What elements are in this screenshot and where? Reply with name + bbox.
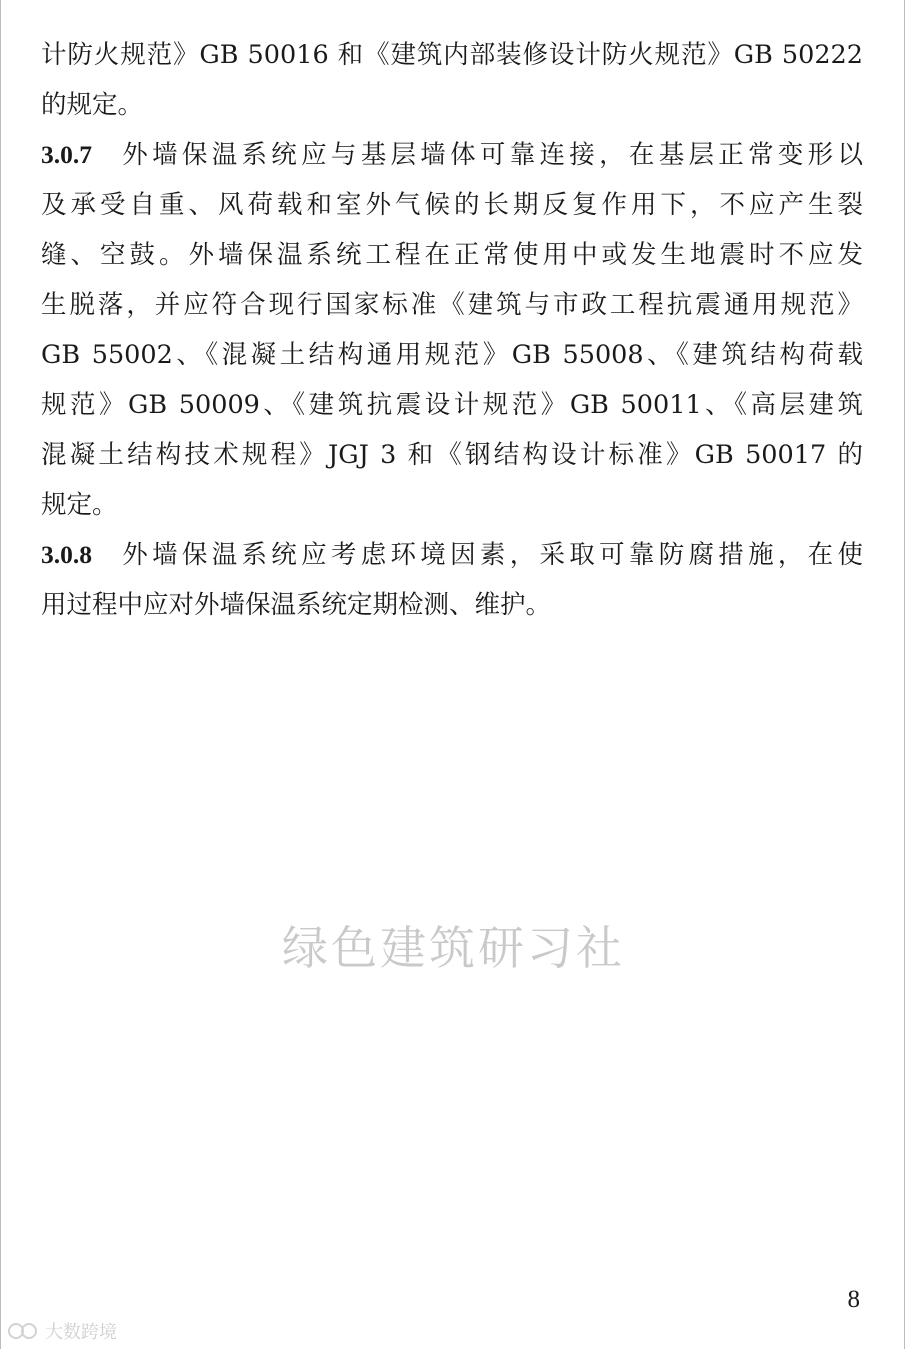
text-line: 规范》GB 50009、《建筑抗震设计规范》GB 50011、《高层建筑	[41, 390, 863, 420]
text-line: 及承受自重、风荷载和室外气候的长期反复作用下，不应产生裂	[41, 190, 863, 220]
clause-text: 外墙保温系统应考虑环境因素，采取可靠防腐措施，在使	[118, 540, 863, 570]
clause-text: 外墙保温系统应与基层墙体可靠连接，在基层正常变形以	[118, 140, 863, 170]
text-line: 计防火规范》GB 50016 和《建筑内部装修设计防火规范》GB 50222	[41, 40, 863, 70]
page-content	[41, 30, 863, 630]
text-line: 规定。	[41, 490, 118, 520]
clause-3-0-7-heading-line	[41, 130, 863, 180]
page-number: 8	[847, 1286, 860, 1313]
text-line: 用过程中应对外墙保温系统定期检测、维护。	[41, 590, 552, 620]
text-line: 生脱落，并应符合现行国家标准《建筑与市政工程抗震通用规范》	[41, 290, 863, 320]
text-line: 的规定。	[41, 90, 144, 120]
text-line: 混凝土结构技术规程》JGJ 3 和《钢结构设计标准》GB 50017 的	[41, 440, 863, 470]
clause-number: 3.0.7	[41, 140, 92, 169]
logo-icon	[7, 1320, 41, 1342]
source-logo	[7, 1318, 117, 1344]
watermark-text: 绿色建筑研习社	[282, 921, 625, 975]
clause-3-0-8-heading-line	[41, 530, 863, 580]
clause-number: 3.0.8	[41, 540, 92, 569]
text-line: GB 55002、《混凝土结构通用规范》GB 55008、《建筑结构荷载	[41, 340, 863, 370]
text-line: 缝、空鼓。外墙保温系统工程在正常使用中或发生地震时不应发	[41, 240, 863, 270]
logo-text: 大数跨境	[45, 1322, 117, 1343]
